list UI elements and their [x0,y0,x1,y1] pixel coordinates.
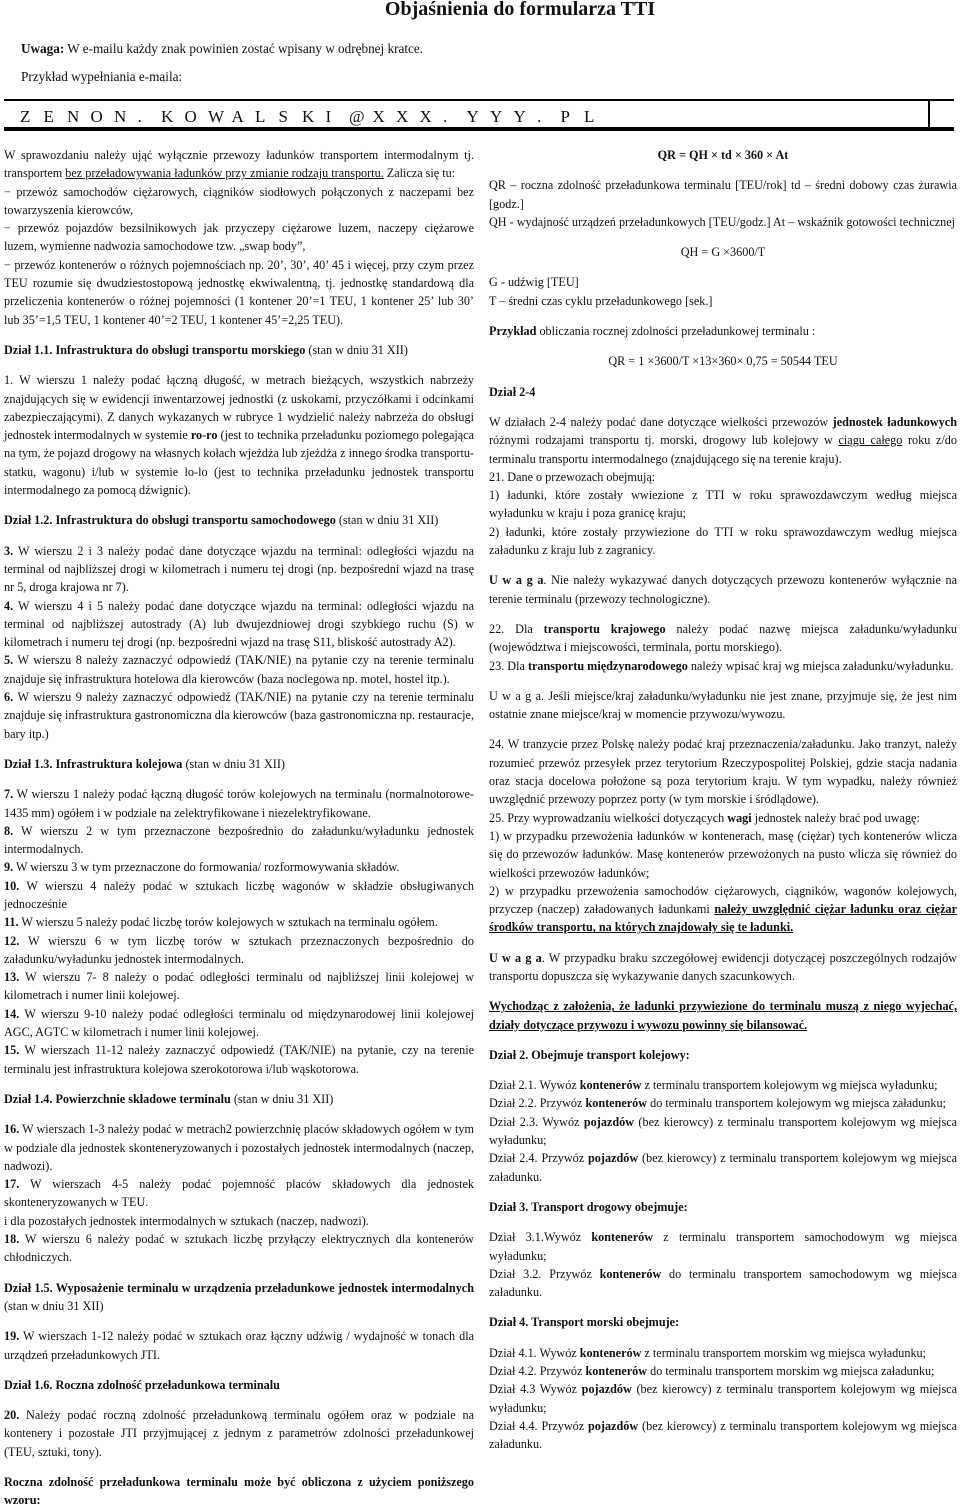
email-char-cell: L [255,107,266,126]
instruction-text: i dla pozostałych jednostek intermodalnych w sztukach (naczep, nadwozi). [4,1213,369,1228]
email-char-cell: L [584,107,595,126]
item-text: Należy podać roczną zdolność przeładunkową terminalu ogółem oraz w podziale na kontenery i pozostałe JTI przyjmującej z jednym z parametrów zdolności przeładunkowej (TEU, sztuki, tony). [4,1408,474,1459]
para-underlined: ciągu całego [838,433,903,448]
item-bold: pojazdów [581,1382,632,1397]
item-text: Dział 4.2. Przywóz [489,1364,586,1379]
item-text: do terminalu transportem samochodowym wg miejsca załadunku. [489,1266,957,1300]
item-text: Dział 2.4. Przywóz [489,1151,589,1166]
note [489,949,957,986]
item-text: W wierszu 5 należy podać liczbę torów kolejowych w sztukach na terminalu ogółem. [18,915,438,930]
section-date: (stan w dniu 31 XII) [335,513,439,528]
instruction-item [4,858,474,876]
item-text: z terminalu transportem morskim wg miejsca wyładunku; [641,1345,927,1360]
example-label: Przykład [489,324,537,339]
instruction-item [4,877,474,914]
section-item [489,1149,957,1186]
item-number: 3. [4,543,14,558]
list-item: − przewóz kontenerów o różnych pojemnościach np. 20’, 30’, 40’ 45 i więcej, przy czym przez TEU rozumie się dwudziestostopową jednostkę ekwiwalentną, tj. jednostkę standardową dla przeliczenia kontenerów o różnej pojemności (1 kontener 20’=1 TEU, 1 kontener 25’ lub 30’ lub 35’=1,5 TEU, 1 kontener 40’=2 TEU, 1 kontener 45’=2,25 TEU). [4,257,474,327]
email-char-cell: A [231,107,244,126]
email-char-cell: P [560,107,570,126]
item-text: (bez kierowcy) z terminalu transportem kolejowym wg miejsca wyładunku; [489,1382,958,1415]
instruction-item [4,822,474,859]
instruction-item [4,597,474,652]
email-grid-border [928,101,930,127]
email-char-cell: N [67,107,80,126]
section-title: Dział 1.4. Powierzchnie składowe terminalu [4,1091,231,1106]
item-text: do terminalu transportem kolejowym wg miejsca załadunku; [647,1096,946,1111]
instruction-item [489,809,957,827]
item-bold: transportu krajowego [543,621,666,636]
item-number: 6. [4,690,14,705]
section-heading [4,511,474,529]
note [489,571,957,608]
intro-tail: Zalicza się tu: [383,166,456,181]
instruction-item [4,1327,474,1364]
instruction-item [4,1230,474,1267]
instruction-item: 21. Dane o przewozach obejmują: [489,469,656,484]
section-heading: Dział 2. Obejmuje transport kolejowy: [489,1047,690,1062]
formula-definition: G - udźwig [TEU] [489,275,579,290]
note-label: U w a g a [489,950,542,965]
instruction-item [4,932,474,969]
section-date: (stan w dniu 31 XII) [230,1091,334,1106]
email-char-cell: W [208,107,225,126]
example-text: obliczania rocznej zdolności przeładunkowej terminalu : [536,324,816,339]
para-text: roku z/do terminalu transportu intermodalnego (znajdującego się na terenie kraju). [489,433,957,466]
instruction-item: 1) ładunki, które zostały wwiezione z TTI w roku sprawozdawczym według miejsca wyładunku w kraju i poza granicę kraju; [489,488,957,521]
instruction-item [4,913,474,931]
email-char-cell: . [137,107,142,126]
section-heading: Dział 2-4 [489,384,536,399]
item-bold: ro-ro [190,428,218,443]
intro-text: W sprawozdaniu należy ująć wyłącznie przewozy ładunków transportem intermodalnym tj. transportem [4,148,474,181]
item-text: (jest to technika przeładunku poziomego polegająca na tym, że pojazd drogowy na własnych kołach wjeżdża lub zjeżdża z innego środka transportu- statku, wagonu) i/lub w systemie lo-lo (jest to technika przeładunku jednostek transportu intermodalnego za pomocą dźwignic). [4,428,474,498]
section-heading: Dział 3. Transport drogowy obejmuje: [489,1199,688,1214]
email-char-cell: X [372,107,385,126]
instruction-item [489,657,957,675]
section-date: (stan w dniu 31 XII) [4,1298,104,1313]
section-heading [4,341,474,359]
warning-text: W e-mailu każdy znak powinien zostać wpisany w odrębnej kratce. [64,41,423,56]
left-column [4,146,474,1510]
item-text: W wierszu 1 należy podać łączną długość, w metrach bieżących, wszystkich nabrzeży znajdujących się w ewidencji inwentarzowej jednostki (z uskokami, przyczółkami i odcinkami zabezpieczającymi). Z danych wykazanych w rubryce 1 wydzielić należy nabrzeża do obsługi jednostek intermodalnych w systemie [4,373,474,443]
right-column [489,146,957,1454]
email-char-cell: X [419,107,432,126]
item-text: Dział 4.1. Wywóz [489,1345,580,1360]
section-item [489,1362,957,1380]
para-bold: jednostek ładunkowych [832,414,957,429]
formula-throughput: QH = G ×3600/T [680,245,766,260]
instruction-item [4,1005,474,1042]
item-text: W wierszach 1-12 należy podać w sztukach oraz łączny udźwig / wydajność w tonach dla urządzeń przeładunkowych JTI. [4,1329,474,1362]
example-heading [489,322,957,340]
instruction-item [489,882,957,937]
email-char-cell: I [325,107,332,126]
email-char-cell: Y [466,107,479,126]
item-number: 8. [4,823,14,838]
email-char-cell: . [443,107,448,126]
item-text: Dział 2.2. Przywóz [489,1096,586,1111]
section-date: (stan w dniu 31 XII) [305,342,408,357]
item-bold: kontenerów [599,1266,662,1281]
section-title: Dział 1.5. Wyposażenie terminalu w urządzenia przeładunkowe jednostek intermodalnych [4,1280,474,1295]
email-char-cell: . [537,107,542,126]
item-text: Dział 4.3 Wywóz [489,1382,582,1397]
instruction-item [4,785,474,822]
item-text: Dział 2.1. Wywóz [489,1078,580,1093]
item-number: 11. [4,915,19,930]
instruction-item [4,371,474,499]
section-item [489,1228,957,1265]
formula-definition: QH - wydajność urządzeń przeładunkowych [TEU/godz.] At – wskaźnik gotowości technicznej [489,214,956,229]
formula-definition: T – średni czas cyklu przeładunkowego [sek.] [489,293,713,308]
instruction-paragraph [489,413,957,468]
section-item [489,1094,957,1112]
intro-underlined: bez przeładowywania ładunków przy zmianie rodzaju transportu. [65,166,384,181]
email-char-cell: S [278,107,288,126]
instruction-item [4,1120,474,1175]
item-text: W wierszu 4 i 5 należy podać dane dotyczące wjazdu na terminal: odległości wjazdu na terminal od najbliższej autostrady (A) lub dwujezdniowej drogi szybkiego ruchu (S) w kilometrach i numeru tej drogi (np. bezpośredni wjazd na trasę S11, bliskość autostrady A2). [4,598,474,650]
email-char-cell: N [114,107,127,126]
item-text: (bez kierowcy) z terminalu transportem kolejowym wg miejsca wyładunku; [489,1114,958,1148]
instruction-item: 24. W tranzycie przez Polskę należy podać kraj przeznaczenia/załadunku. Jako tranzyt, należy rozumieć przewóz przesyłek przez terytorium Rzeczypospolitej Polskiej, gdzie stacja nadania oraz stacja docelowa położone są poza terytorium kraju. W tym wypadku, należy również uwzględnić przewozy poprzez porty (w tym morskie i śródlądowe). [489,737,957,807]
item-text: należy podać nazwę miejsca załadunku/wyładunku (województwa i miejscowości, terminala, portu morskiego). [489,621,957,655]
item-number: 5. [4,653,14,668]
item-text: (bez kierowcy) z terminalu transportem kolejowym wg miejsca załadunku. [489,1151,958,1184]
email-char-cell: K [302,107,315,126]
item-text: Dział 3.1.Wywóz [489,1230,592,1245]
instruction-item [4,651,474,688]
item-number: 20. [4,1408,20,1423]
section-item [489,1380,957,1417]
item-text: W wierszu 2 i 3 należy podać dane dotyczące wjazdu na terminal: odległości wjazdu na terminal od najbliższej drogi w kilometrach i numeru tej drogi (np. bezpośredni wjazd na trasę nr 5, droga krajowa nr 7). [4,543,474,595]
item-text: W wierszu 3 w tym przeznaczone do formowania/ rozformowywania składów. [13,860,400,875]
formula-annual-capacity: QR = QH × td × 360 × At [657,148,789,162]
section-heading [4,1090,474,1108]
item-text: (bez kierowcy) z terminalu transportem kolejowym wg miejsca załadunku. [489,1418,958,1452]
note-label: U w a g a [489,573,544,588]
item-text: 22. Dla [489,621,544,636]
section-heading: Dział 4. Transport morski obejmuje: [489,1315,680,1330]
item-number: 14. [4,1006,20,1021]
item-number: 9. [4,860,14,875]
item-number: 1. [4,373,14,388]
item-bold: pojazdów [583,1114,634,1129]
email-char-cell: X [396,107,409,126]
item-text: Dział 3.2. Przywóz [489,1266,600,1281]
item-text: z terminalu transportem samochodowym wg miejsca wyładunku; [489,1230,958,1263]
instruction-item [4,968,474,1005]
item-text: W wierszu 9 należy zaznaczyć odpowiedź (TAK/NIE) na pytanie czy na terenie terminalu znajduje się infrastruktura gastronomiczna dla kierowców (baza gastronomiczna np. restauracje, bary itp.) [4,690,474,741]
item-text: W wierszu 1 należy podać łączną długość torów kolejowych na terminalu (normalnotorowe-1435 mm) ogółem i w podziale na zelektryfikowane i niezelektryfikowane. [4,787,474,820]
formula-definition: QR – roczna zdolność przeładunkowa terminalu [TEU/rok] td – średni dobowy czas żurawia [godz.] [489,178,957,211]
item-number: 4. [4,598,14,613]
warning-prefix: Uwaga: [21,41,65,56]
balance-note: Wychodząc z założenia, że ładunki przywiezione do terminalu muszą z niego wyjechać, działy dotyczące przywozu i wywozu powinny się bilansować. [489,999,957,1032]
item-text: Dział 2.3. Wywóz [489,1114,584,1129]
item-text: W wierszach 11-12 należy zaznaczyć odpowiedź (TAK/NIE) na pytanie, czy na terenie terminalu jest infrastruktura kolejowa szerokotorowa i/lub wąskotorowa. [4,1043,474,1076]
warning-note [21,41,423,57]
instruction-item [4,1175,474,1212]
section-item [489,1265,957,1302]
item-text: 23. Dla [489,658,528,673]
item-bold: kontenerów [585,1364,648,1379]
item-text: W wierszu 7- 8 należy o podać odległości terminalu od najbliższej linii kolejowej w kilometrach i numer linii kolejowej. [4,970,474,1003]
para-text: W działach 2-4 należy podać dane dotyczące wielkości przewozów [489,414,833,429]
item-text: jednostek należy brać pod uwagę: [751,810,920,825]
email-char-cell: O [90,107,103,126]
email-example-grid [4,99,954,131]
section-date: (stan w dniu 31 XII) [182,756,285,771]
item-bold: pojazdów [588,1151,639,1166]
item-bold: kontenerów [585,1096,648,1111]
item-text: 2) w przypadku przewożenia samochodów ciężarowych, ciągników, wagonów kolejowych, przyczep (naczep) załadowanych ładunkami [489,883,957,917]
section-heading [4,755,474,773]
item-number: 18. [4,1232,20,1247]
item-number: 13. [4,970,20,985]
email-char-cell: O [184,107,197,126]
item-bold: kontenerów [591,1230,654,1245]
item-text: W wierszach 4-5 należy podać pojemność placów składowych dla jednostek skonteneryzowanych w TEU. [4,1177,474,1210]
formula-intro: Roczna zdolność przeładunkowa terminalu może być obliczona z użyciem poniższego wzoru: [4,1475,474,1508]
section-item [489,1417,957,1454]
section-title: Dział 1.3. Infrastruktura kolejowa [4,756,183,771]
note-text: . Nie należy wykazywać danych dotyczących przewozu kontenerów wyłącznie na terenie terminalu (przewozy technologiczne). [489,573,957,606]
email-char-cell: Y [513,107,526,126]
section-item [489,1344,957,1362]
section-heading: Dział 1.6. Roczna zdolność przeładunkowa terminalu [4,1377,280,1392]
email-char-cell: K [161,107,174,126]
instruction-item: 2) ładunki, które zostały przywiezione do TTI w roku sprawozdawczym według miejsca załadunku z kraju lub z zagranicy. [489,524,957,558]
item-number: 15. [4,1043,20,1058]
note-text: . W przypadku braku szczegółowej ewidencji dotyczącej poszczególnych rodzajów transportu dopuszcza się wykazywanie danych szacunkowych. [489,950,957,983]
email-char-cell: Y [490,107,503,126]
item-text: W wierszu 2 w tym przeznaczone bezpośrednio do załadunku/wyładunku jednostek intermodalnych. [4,823,474,857]
item-number: 12. [4,933,20,948]
section-title: Dział 1.1. Infrastruktura do obsługi transportu morskiego [4,342,306,357]
section-item [489,1076,957,1094]
item-bold: wagi [727,810,752,825]
instruction-item: 1) w przypadku przewożenia ładunków w kontenerach, masę (ciężar) tych kontenerów wlicza się do przewozów ładunków. Masę kontenerów przewożonych na pusto wlicza się również do wielkości przewozów ładunków; [489,828,957,880]
email-example-label: Przykład wypełniania e-maila: [21,69,183,84]
section-item [489,1113,957,1150]
instruction-item [4,1406,474,1461]
list-item: − przewóz samochodów ciężarowych, ciągników siodłowych połączonych z naczepami bez towarzyszenia kierowców, [4,184,474,217]
item-bold: transportu międzynarodowego [527,658,688,673]
email-char-cell: Z [20,107,31,126]
instruction-item [4,542,474,597]
item-text: W wierszu 4 należy podać w sztukach liczbę wagonów w składzie obsługiwanych jednocześnie [4,878,474,911]
item-text: należy wpisać kraj wg miejsca załadunku/wyładunku. [687,658,954,673]
email-char-cell: @ [349,107,365,126]
instruction-item [4,688,474,743]
item-text: z terminalu transportem kolejowym wg miejsca wyładunku; [641,1078,938,1093]
instruction-item [489,620,957,657]
item-text: do terminalu transportem morskim wg miejsca załadunku; [647,1364,935,1379]
formula-example: QR = 1 ×3600/T ×13×360× 0,75 = 50544 TEU [608,354,838,369]
item-text: 25. Przy wyprowadzaniu wielkości dotyczących [489,810,728,825]
document-title: Objaśnienia do formularza TTI [384,0,656,20]
item-bold: kontenerów [579,1345,642,1360]
item-bold: pojazdów [588,1418,639,1433]
para-text: różnymi rodzajami transportu tj. morski, drogowy lub kolejowy w [489,433,839,448]
item-text: Dział 4.4. Przywóz [489,1418,589,1433]
instruction-item [4,1041,474,1078]
item-number: 19. [4,1329,20,1344]
item-number: 17. [4,1177,20,1192]
item-text: W wierszu 6 należy podać w sztukach liczbę przyłączy elektrycznych dla kontenerów chłodniczych. [4,1232,474,1265]
note: U w a g a. Jeśli miejsce/kraj załadunku/wyładunku nie jest znane, przyjmuje się, że jest nim ostatnie znane miejsce/kraj w momencie przywozu/wywozu. [489,688,957,722]
item-text: W wierszu 8 należy zaznaczyć odpowiedź (TAK/NIE) na pytanie czy na terenie terminalu znajduje się infrastruktura hotelowa dla kierowców (baza noclegowa np. motel, hostel itp.). [4,653,474,686]
item-text: W wierszu 9-10 należy podać odległości terminalu od międzynarodowej linii kolejowej AGC, AGTC w kilometrach i numer linii kolejowej. [4,1006,474,1040]
section-heading [4,1279,474,1316]
item-text: W wierszach 1-3 należy podać w metrach2 powierzchnię placów składowych ogółem w tym w podziale dla jednostek skonteneryzowanych i pozostałych jednostek intermodalnych (naczep, nadwozi). [4,1122,474,1173]
item-bold-underlined: należy uwzględnić ciężar ładunku oraz ciężar środków transportu, na których znajdowały się te ładunki. [489,902,957,935]
list-item: − przewóz pojazdów bezsilnikowych jak przyczepy ciężarowe luzem, naczepy ciężarowe luzem, wymienne nadwozia samochodowe tzw. „swap body”, [4,221,474,254]
section-title: Dział 1.2. Infrastruktura do obsługi transportu samochodowego [4,513,336,528]
item-number: 7. [4,787,14,802]
email-char-cell: E [43,107,54,126]
item-number: 16. [4,1122,20,1137]
item-bold: kontenerów [579,1078,642,1093]
item-number: 10. [4,878,20,893]
intro-paragraph [4,146,474,183]
item-text: W wierszu 6 w tym liczbę torów w sztukach przeznaczonych bezpośrednio do załadunku/wyładunku jednostek intermodalnych. [4,933,474,966]
